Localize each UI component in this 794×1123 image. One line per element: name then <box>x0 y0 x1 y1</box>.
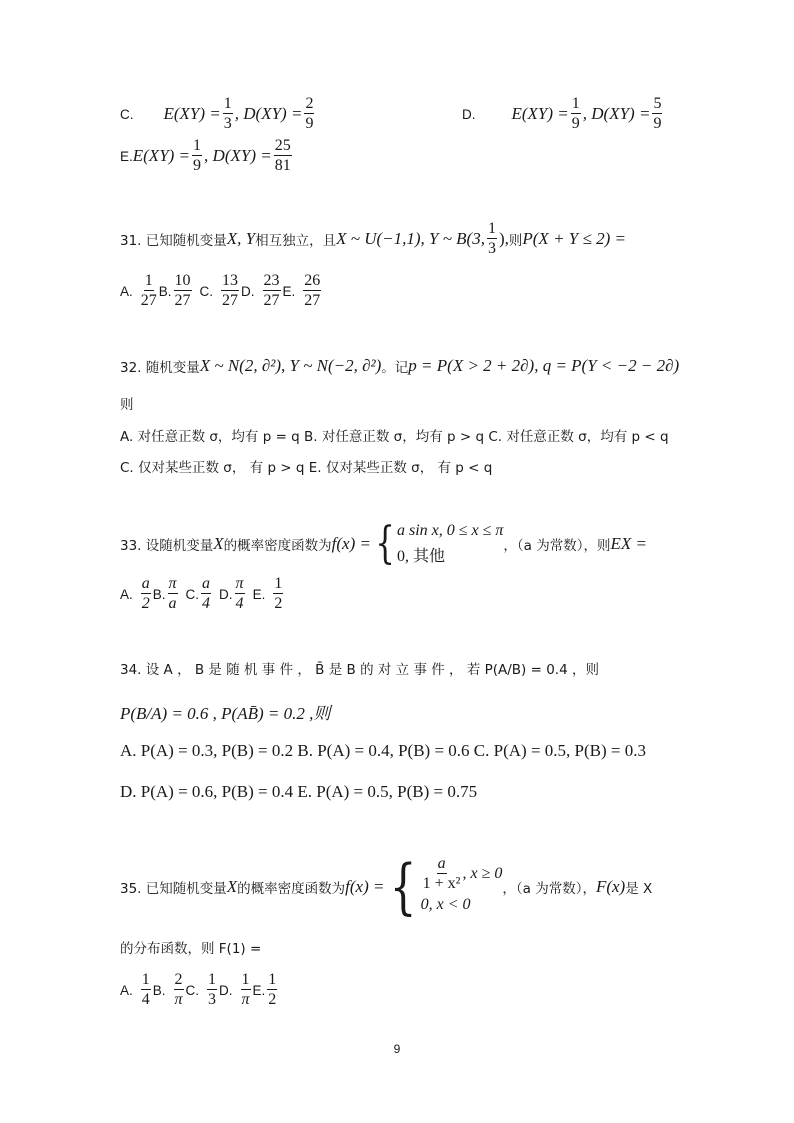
option-label: A. <box>120 283 133 299</box>
q35-options <box>120 972 279 1008</box>
fraction: $\frac{1}{9}$ <box>571 95 580 132</box>
option-label: E. <box>282 283 296 299</box>
fraction: $\frac{1}{4}$ <box>141 971 150 1008</box>
option-label: C. <box>185 982 200 998</box>
fraction: $\frac{1}{2}$ <box>274 575 283 612</box>
formula-text: X <box>226 877 238 896</box>
formula-text: F(x) <box>595 877 626 896</box>
option-label: E. <box>120 148 133 164</box>
option-label: B. <box>158 283 172 299</box>
option-label: A. <box>120 586 133 602</box>
option-label: E. <box>252 982 266 998</box>
q32-options-line1 <box>120 425 669 445</box>
option-label: B. <box>152 586 166 602</box>
option-label: A. <box>120 982 133 998</box>
option-label: D. <box>219 982 233 998</box>
stem-text: 是 X <box>625 881 653 897</box>
option-label: D. <box>241 283 255 299</box>
formula-text: X, Y <box>226 229 256 248</box>
fraction: $\frac{5}{9}$ <box>653 95 662 132</box>
formula-text: P(X + Y ≤ 2) = <box>522 229 626 248</box>
options-text: A. P(A) = 0.3, P(B) = 0.2 B. P(A) = 0.4, P(B) = 0.6 C. P(A) = 0.5, P(B) = 0.3 <box>120 741 646 760</box>
formula-text: X <box>213 534 224 553</box>
left-brace: { <box>390 852 417 922</box>
fraction: $\frac{13}{27}$ <box>222 272 239 309</box>
q30-option-c <box>120 96 316 132</box>
q32-stem <box>120 356 679 376</box>
fraction: $\frac{1}{27}$ <box>140 272 157 309</box>
option-label: B. <box>152 982 166 998</box>
fraction: $\frac{1}{2}$ <box>268 971 277 1008</box>
stem-text: 则 <box>120 397 134 413</box>
formula-text: P(B/A) = 0.6 , P(AB̄) = 0.2 ,则 <box>120 704 331 723</box>
stem-text: 31. 已知随机变量 <box>120 233 227 249</box>
q35-stem <box>120 852 653 922</box>
options-text: A. 对任意正数 σ，均有 p = q B. 对任意正数 σ，均有 p > q C. 对任意正数 σ，均有 p < q <box>120 429 669 445</box>
q30-option-e <box>120 138 294 174</box>
piecewise-cases: a sin x, 0 ≤ x ≤ π 0, 其他 <box>396 522 504 565</box>
option-label: E. <box>252 586 266 602</box>
q33-stem <box>120 518 647 570</box>
q31-stem <box>120 221 626 257</box>
fraction: $\frac{23}{27}$ <box>263 272 280 309</box>
fraction: $\frac{\pi}{4}$ <box>235 575 244 612</box>
fraction: $\frac{1}{3}$ <box>223 95 232 132</box>
stem-text: 。记 <box>381 360 409 376</box>
page-number: 9 <box>393 1042 401 1056</box>
left-brace: { <box>375 518 395 569</box>
stem-text: 34. 设 A ， B 是 随 机 事 件 ， B̄ 是 B 的 对 立 事 件 ， 若 P(A/B) = 0.4 ，则 <box>120 662 599 678</box>
formula-text: ), <box>498 229 509 248</box>
formula-text: E(XY) = <box>163 104 221 123</box>
formula-text: X ~ N(2, ∂²), Y ~ N(−2, ∂²) <box>199 356 382 375</box>
formula-text: EX = <box>610 534 647 553</box>
piecewise-cases: $\frac{a}{\text{1 + x²}}$ , x ≥ 0 0, x < 0 <box>420 855 503 913</box>
formula-text: , D(XY) = <box>204 146 272 165</box>
fraction: $\frac{1}{3}$ <box>487 220 496 257</box>
fraction: $\frac{1}{\pi}$ <box>241 971 250 1008</box>
option-label: D. <box>462 106 476 122</box>
q33-options <box>120 576 285 612</box>
formula-text: E(XY) = <box>132 146 191 165</box>
fraction: $\frac{1}{3}$ <box>208 971 217 1008</box>
formula-text: , D(XY) = <box>234 104 303 123</box>
fraction: $\frac{1}{9}$ <box>193 137 202 174</box>
fraction: $\frac{a}{\text{1 + x²}}$ <box>422 855 461 892</box>
q35-stem-cont <box>120 937 261 957</box>
fraction: $\frac{\pi}{a}$ <box>168 575 177 612</box>
option-label: C. <box>199 283 214 299</box>
stem-text: 的概率密度函数为 <box>223 538 332 554</box>
stem-text: 的概率密度函数为 <box>237 881 346 897</box>
q32-options-line2 <box>120 456 492 476</box>
fraction: $\frac{2}{9}$ <box>305 95 314 132</box>
options-text: D. P(A) = 0.6, P(B) = 0.4 E. P(A) = 0.5, P(B) = 0.75 <box>120 782 478 801</box>
formula-text: f(x) = <box>331 534 371 553</box>
q34-stem-cont <box>120 699 330 724</box>
stem-text: 相互独立，且 <box>255 233 337 249</box>
fraction: $\frac{a}{2}$ <box>141 575 150 612</box>
q34-stem <box>120 658 599 678</box>
formula-text: , D(XY) = <box>582 104 651 123</box>
formula-text: p = P(X > 2 + 2∂), q = P(Y < −2 − 2∂) <box>408 356 680 375</box>
formula-text: X ~ U(−1,1), Y ~ B(3, <box>336 229 485 248</box>
q34-options-line2 <box>120 782 477 802</box>
option-label: C. <box>185 586 200 602</box>
fraction: $\frac{25}{81}$ <box>274 137 291 174</box>
stem-text: 32. 随机变量 <box>120 360 200 376</box>
fraction: $\frac{2}{\pi}$ <box>174 971 183 1008</box>
fraction: $\frac{26}{27}$ <box>304 272 321 309</box>
q31-options <box>120 273 323 309</box>
q30-option-d <box>462 96 664 132</box>
stem-text: ，（a 为常数）， <box>502 881 596 897</box>
stem-text: ，（a 为常数），则 <box>503 538 611 554</box>
formula-text: E(XY) = <box>511 104 569 123</box>
stem-text: 则 <box>508 233 523 249</box>
formula-text: f(x) = <box>345 877 385 896</box>
stem-text: 的分布函数，则 F(1) = <box>120 941 262 957</box>
option-label: D. <box>219 586 233 602</box>
q32-stem-cont <box>120 393 134 413</box>
option-label: C. <box>120 106 134 122</box>
stem-text: 35. 已知随机变量 <box>120 881 227 897</box>
options-text: C. 仅对某些正数 σ， 有 p > q E. 仅对某些正数 σ， 有 p < q <box>120 460 493 476</box>
fraction: $\frac{a}{4}$ <box>202 575 211 612</box>
fraction: $\frac{10}{27}$ <box>174 272 191 309</box>
q34-options-line1 <box>120 741 646 761</box>
stem-text: 33. 设随机变量 <box>120 538 214 554</box>
